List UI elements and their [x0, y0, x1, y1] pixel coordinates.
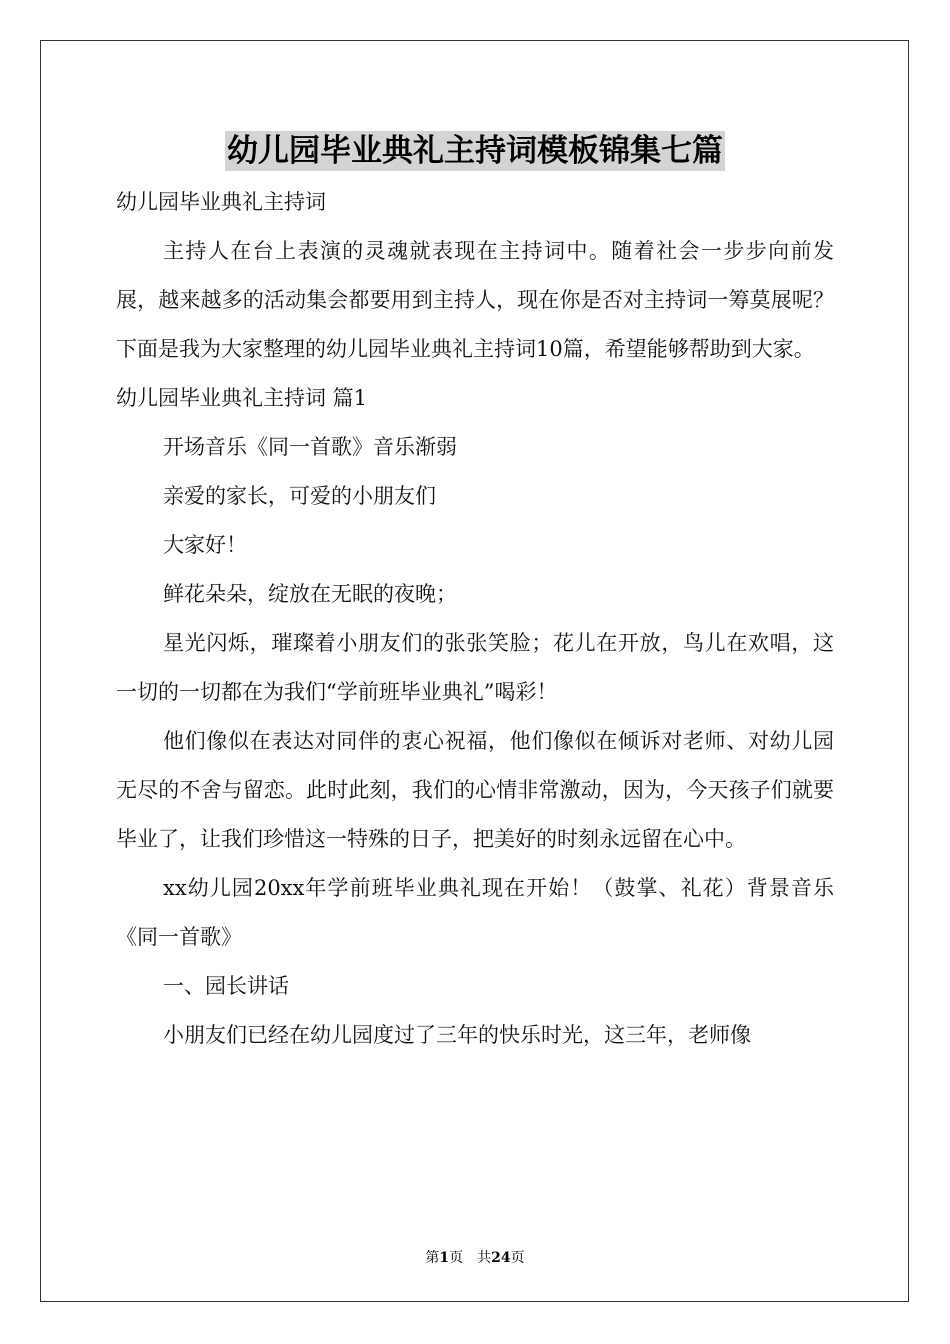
paragraph: 幼儿园毕业典礼主持词 [116, 190, 326, 214]
paragraph: 星光闪烁，璀璨着小朋友们的张张笑脸；花儿在开放，鸟儿在欢唱，这一切的一切都在为我们“学前班毕业典礼”喝彩！ [116, 631, 834, 704]
page-current: 1 [439, 1250, 450, 1266]
total-suffix: 页 [510, 1250, 525, 1266]
page-footer [0, 1247, 950, 1267]
paragraph: 他们像似在表达对同伴的衷心祝福，他们像似在倾诉对老师、对幼儿园无尽的不舍与留恋。此时此刻，我们的心情非常激动，因为，今天孩子们就要毕业了，让我们珍惜这一特殊的日子，把美好的时刻永远留在心中。 [116, 729, 834, 851]
document-title-container [0, 131, 950, 171]
document-body [116, 178, 834, 1060]
page-suffix: 页 [449, 1250, 464, 1266]
total-prefix: 共 [477, 1250, 492, 1266]
paragraph: 主持人在台上表演的灵魂就表现在主持词中。随着社会一步步向前发展，越来越多的活动集会都要用到主持人，现在你是否对主持词一筹莫展呢？下面是我为大家整理的幼儿园毕业典礼主持词10篇，希望能够帮助到大家。 [116, 239, 834, 361]
paragraph: 幼儿园毕业典礼主持词 篇1 [116, 386, 368, 410]
total-pages: 24 [491, 1250, 511, 1266]
paragraph: 小朋友们已经在幼儿园度过了三年的快乐时光，这三年，老师像 [163, 1023, 751, 1047]
paragraph: 一、园长讲话 [163, 974, 289, 998]
paragraph: 大家好！ [163, 533, 247, 557]
paragraph: 亲爱的家长，可爱的小朋友们 [163, 484, 436, 508]
paragraph: xx幼儿园20xx年学前班毕业典礼现在开始！（鼓掌、礼花）背景音乐《同一首歌》 [116, 876, 834, 949]
page-prefix: 第 [425, 1250, 440, 1266]
document-title: 幼儿园毕业典礼主持词模板锦集七篇 [227, 133, 723, 169]
paragraph: 开场音乐《同一首歌》音乐渐弱 [163, 435, 457, 459]
paragraph: 鲜花朵朵，绽放在无眠的夜晚； [163, 582, 457, 606]
